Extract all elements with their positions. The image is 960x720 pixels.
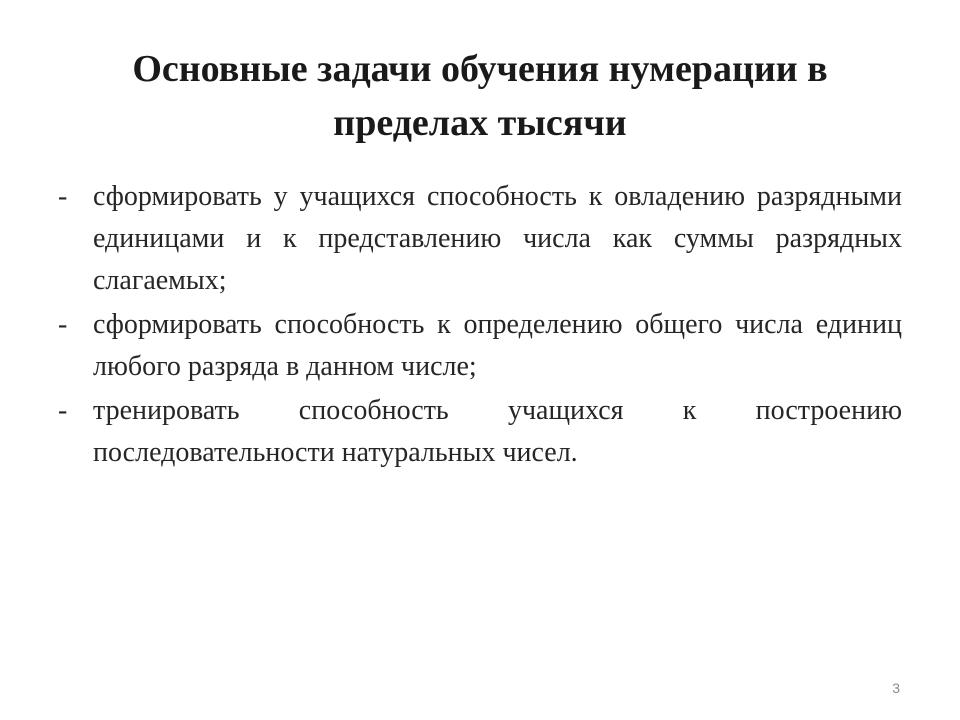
bullet-item (58, 176, 902, 302)
slide-number: 3 (892, 680, 900, 696)
bullet-marker: - (58, 309, 68, 340)
slide-title: Основные задачи обучения нумерации в пределах тысячи (132, 48, 828, 144)
bullet-text: тренировать способность учащихся к построению последовательности натуральных чисел. (93, 395, 902, 468)
bullet-marker: - (58, 181, 68, 212)
bullet-text: сформировать способность к определению общего числа единиц любого разряда в данном числе; (93, 309, 902, 382)
bullet-item (58, 390, 902, 474)
bullet-marker: - (58, 395, 68, 426)
bullet-text: сформировать у учащихся способность к овладению разрядными единицами и к представлению числа как суммы разрядных слагаемых; (93, 181, 902, 296)
bullet-item (58, 304, 902, 388)
bullet-list (58, 176, 902, 476)
